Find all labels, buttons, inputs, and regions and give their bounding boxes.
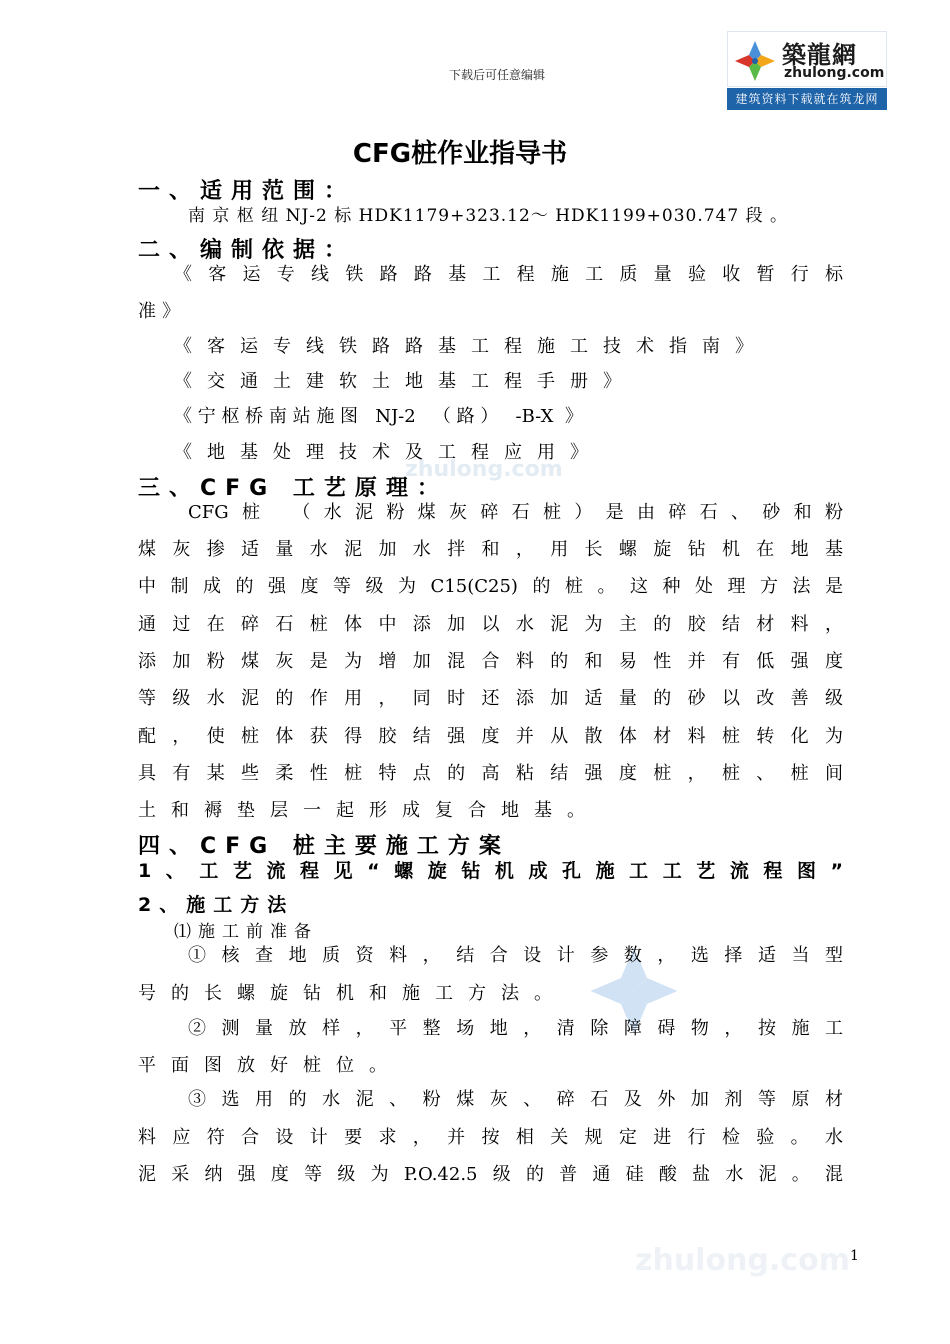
reference-4: 《 宁 枢 桥 南 站 施 图 NJ-2 （ 路 ） -B-X 》: [174, 406, 583, 427]
principle-line-8: 具有某些柔性桩特点的高粘结强度桩，桩、桩间: [138, 763, 843, 784]
prep-item-2-line-2: 平面图放好桩位。: [138, 1055, 402, 1076]
prep-item-3-line-3: 泥采纳强度等级为P.O.42.5级的普通硅酸盐水泥。混: [138, 1164, 843, 1185]
page-number: 1: [850, 1248, 859, 1264]
principle-line-3: 中制成的强度等级为C15(C25)的桩。这种处理方法是: [138, 576, 843, 597]
section-4-heading: 四、CFG 桩主要施工方案: [138, 834, 510, 859]
logo-box: [727, 31, 887, 87]
subsection-1-heading: 1、工艺流程见“螺旋钻机成孔施工工艺流程图”: [138, 860, 843, 882]
watermark-text: zhulong.com: [405, 457, 563, 482]
principle-line-9: 土和褥垫层一起形成复合地基。: [138, 800, 600, 821]
prep-item-1-line-1: ①核查地质资料，结合设计参数，选择适当型: [188, 945, 843, 966]
principle-line-1: CFG桩 （水泥粉煤灰碎石桩）是由碎石、砂和粉: [188, 502, 843, 523]
prep-item-3-line-1: ③选用的水泥、粉煤灰、碎石及外加剂等原材: [188, 1089, 843, 1110]
logo-url: zhulong.com: [784, 65, 885, 81]
reference-1-line-2: 准》: [138, 301, 186, 322]
document-title: CFG桩作业指导书: [352, 139, 568, 169]
principle-line-4: 通过在碎石桩体中添加以水泥为主的胶结材料，: [138, 614, 843, 635]
section-1-text: 南 京 枢 纽 NJ-2 标 HDK1179+323.12～ HDK1199+030.747 段 。: [188, 206, 788, 226]
reference-5: 《地基处理技术及工程应用》: [174, 442, 603, 463]
prep-item-2-line-1: ②测量放样，平整场地，清除障碍物，按施工: [188, 1018, 843, 1039]
principle-line-7: 配，使桩体获得胶结强度并从散体材料桩转化为: [138, 726, 843, 747]
zhulong-logo-icon: [732, 38, 778, 84]
principle-line-5: 添加粉煤灰是为增加混合料的和易性并有低强度: [138, 651, 843, 672]
subsection-2-heading: 2、施工方法: [138, 894, 295, 916]
watermark-text-footer: zhulong.com: [635, 1243, 850, 1278]
principle-line-2: 煤灰掺适量水泥加水拌和，用长螺旋钻机在地基: [138, 539, 843, 560]
prep-item-1-line-2: 号的长螺旋钻机和施工方法。: [138, 983, 567, 1004]
logo-name: 築龍網: [782, 41, 857, 69]
header-note: 下载后可任意编辑: [448, 68, 545, 82]
reference-1-line-1: 《客运专线铁路路基工程施工质量验收暂行标: [174, 264, 843, 285]
prep-item-3-line-2: 料应符合设计要求，并按相关规定进行检验。水: [138, 1127, 843, 1148]
section-2-heading: 二、编制依据：: [138, 238, 356, 263]
zhulong-logo[interactable]: [727, 31, 887, 109]
logo-tagline: 建筑资料下载就在筑龙网: [727, 88, 887, 110]
preparation-heading: ⑴施工前准备: [174, 922, 318, 942]
section-3-heading: 三、CFG 工艺原理：: [138, 476, 448, 501]
principle-line-6: 等级水泥的作用，同时还添加适量的砂以改善级: [138, 688, 843, 709]
reference-3: 《交通土建软土地基工程手册》: [174, 371, 636, 392]
section-1-heading: 一、适用范围：: [138, 179, 356, 204]
reference-2: 《客运专线铁路路基工程施工技术指南》: [174, 336, 768, 357]
